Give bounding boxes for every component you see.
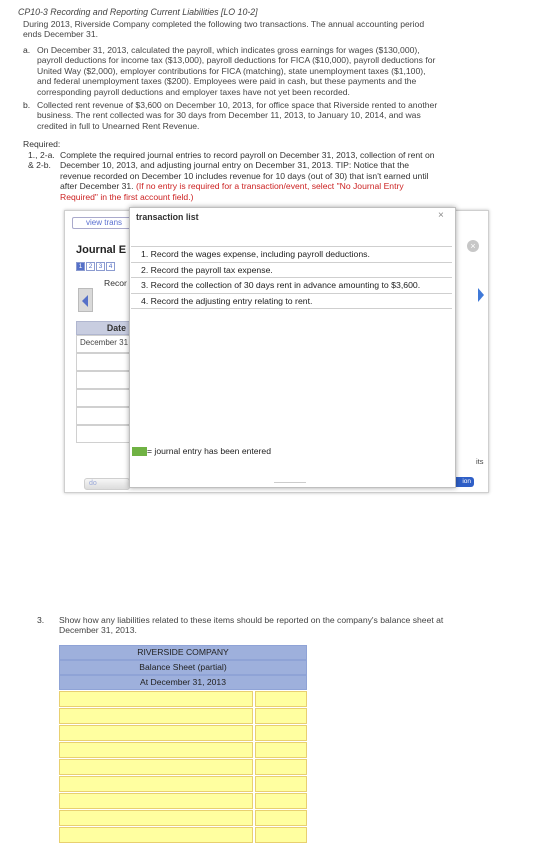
page-4-button[interactable]: 4 bbox=[106, 262, 115, 271]
amount-input[interactable] bbox=[255, 708, 307, 724]
account-input[interactable] bbox=[59, 759, 253, 775]
journal-action-button[interactable]: ion bbox=[452, 477, 474, 487]
transaction-text[interactable]: 1. Record the wages expense, including payroll deductions. bbox=[131, 247, 452, 263]
requirement-label: 1., 2-a. & 2-b. bbox=[28, 150, 55, 171]
amount-input[interactable] bbox=[255, 691, 307, 707]
date-column-header: Date bbox=[76, 321, 130, 335]
transaction-row[interactable] bbox=[131, 247, 452, 263]
account-input[interactable] bbox=[59, 691, 253, 707]
amount-input[interactable] bbox=[255, 725, 307, 741]
balance-sheet-row bbox=[59, 793, 307, 810]
account-input[interactable] bbox=[59, 793, 253, 809]
required-heading: Required: bbox=[23, 139, 61, 149]
transaction-row[interactable] bbox=[131, 278, 452, 294]
balance-sheet-row bbox=[59, 742, 307, 759]
balance-sheet-row bbox=[59, 776, 307, 793]
balance-sheet-date: At December 31, 2013 bbox=[59, 675, 307, 690]
close-icon[interactable]: × bbox=[467, 240, 479, 252]
item-text: Show how any liabilities related to these items should be reported on the company's balance sheet at December 31, 2013. bbox=[59, 615, 444, 636]
balance-sheet-row bbox=[59, 759, 307, 776]
page-3-button[interactable]: 3 bbox=[96, 262, 105, 271]
problem-title: CP10-3 Recording and Reporting Current Liabilities [LO 10-2] bbox=[18, 7, 258, 17]
account-input[interactable] bbox=[59, 810, 253, 826]
next-arrow-icon[interactable] bbox=[478, 288, 486, 302]
requirement-text bbox=[60, 150, 438, 202]
date-cell[interactable] bbox=[76, 425, 130, 443]
balance-sheet-row bbox=[59, 725, 307, 742]
balance-sheet-company: RIVERSIDE COMPANY bbox=[59, 645, 307, 660]
item-marker: b. bbox=[23, 100, 31, 110]
item-text: Collected rent revenue of $3,600 on December 10, 2013, for office space that Riverside rented to another business. The rent collected was for 30 days from December 11, 2013, to January 10, 2014, and was credited in full to Unearned Rent Revenue. bbox=[37, 100, 438, 131]
amount-input[interactable] bbox=[255, 810, 307, 826]
balance-sheet-row bbox=[59, 810, 307, 827]
amount-input[interactable] bbox=[255, 776, 307, 792]
date-cell[interactable] bbox=[76, 353, 130, 371]
problem-intro: During 2013, Riverside Company completed the following two transactions. The annual accounting period ends December 31. bbox=[23, 19, 425, 40]
legend-swatch bbox=[132, 447, 147, 456]
journal-title: Journal E bbox=[76, 244, 127, 256]
amount-input[interactable] bbox=[255, 793, 307, 809]
close-icon[interactable]: × bbox=[438, 210, 444, 221]
record-entry-label: Recor bbox=[104, 278, 127, 288]
transaction-row[interactable] bbox=[131, 262, 452, 278]
transaction-text[interactable]: 3. Record the collection of 30 days rent in advance amounting to $3,600. bbox=[131, 278, 452, 294]
balance-sheet-row bbox=[59, 708, 307, 725]
amount-input[interactable] bbox=[255, 742, 307, 758]
balance-sheet-row bbox=[59, 691, 307, 708]
divider bbox=[274, 482, 306, 483]
page-2-button[interactable]: 2 bbox=[86, 262, 95, 271]
view-transaction-list-tab[interactable]: view trans bbox=[72, 217, 134, 229]
account-input[interactable] bbox=[59, 708, 253, 724]
amount-input[interactable] bbox=[255, 759, 307, 775]
date-cell[interactable] bbox=[76, 389, 130, 407]
requirement-note: (If no entry is required for a transaction/event, select "No Journal Entry Required" in the first account field.) bbox=[60, 181, 404, 202]
record-entry-button[interactable]: do bbox=[84, 478, 130, 490]
requirement-body: Complete the required journal entries to record payroll on December 31, 2013, collection of rent on December 10, 2013, and adjusting journal entry on December 31, 2013. TIP: Notice that the revenue recorded on December 10 includes revenue for 10 days (out of 30) that isn't earned until after December 31. bbox=[60, 150, 435, 192]
account-input[interactable] bbox=[59, 742, 253, 758]
transaction-text[interactable]: 2. Record the payroll tax expense. bbox=[131, 262, 452, 278]
item-marker: a. bbox=[23, 45, 31, 55]
transaction-text[interactable]: 4. Record the adjusting entry relating to rent. bbox=[131, 293, 452, 309]
legend-text: = journal entry has been entered bbox=[147, 446, 271, 456]
date-cell[interactable] bbox=[76, 371, 130, 389]
transaction-list-table bbox=[131, 246, 452, 309]
popup-title: transaction list bbox=[136, 212, 199, 222]
account-input[interactable] bbox=[59, 725, 253, 741]
page-1-button[interactable]: 1 bbox=[76, 262, 85, 271]
account-input[interactable] bbox=[59, 776, 253, 792]
item-text: On December 31, 2013, calculated the payroll, which indicates gross earnings for wages ($130,000), payroll deductions for income tax ($13,000), payroll deductions for FICA ($10,000), payroll deductions for United Way ($2,000), employer contributions for FICA (matching), state unemployment taxes ($1,100), and federal unemployment taxes ($200). Employees were paid in cash, but these payments and the corresponding payroll deductions and employer taxes have not yet been recorded. bbox=[37, 45, 436, 97]
date-cell[interactable] bbox=[76, 407, 130, 425]
previous-arrow-icon[interactable] bbox=[78, 288, 93, 312]
edits-label: its bbox=[476, 457, 484, 466]
item-marker: 3. bbox=[37, 615, 45, 625]
transaction-row[interactable] bbox=[131, 293, 452, 309]
balance-sheet-title: Balance Sheet (partial) bbox=[59, 660, 307, 675]
account-input[interactable] bbox=[59, 827, 253, 843]
date-cell[interactable]: December 31 bbox=[76, 335, 130, 353]
amount-input[interactable] bbox=[255, 827, 307, 843]
balance-sheet-row bbox=[59, 827, 307, 844]
